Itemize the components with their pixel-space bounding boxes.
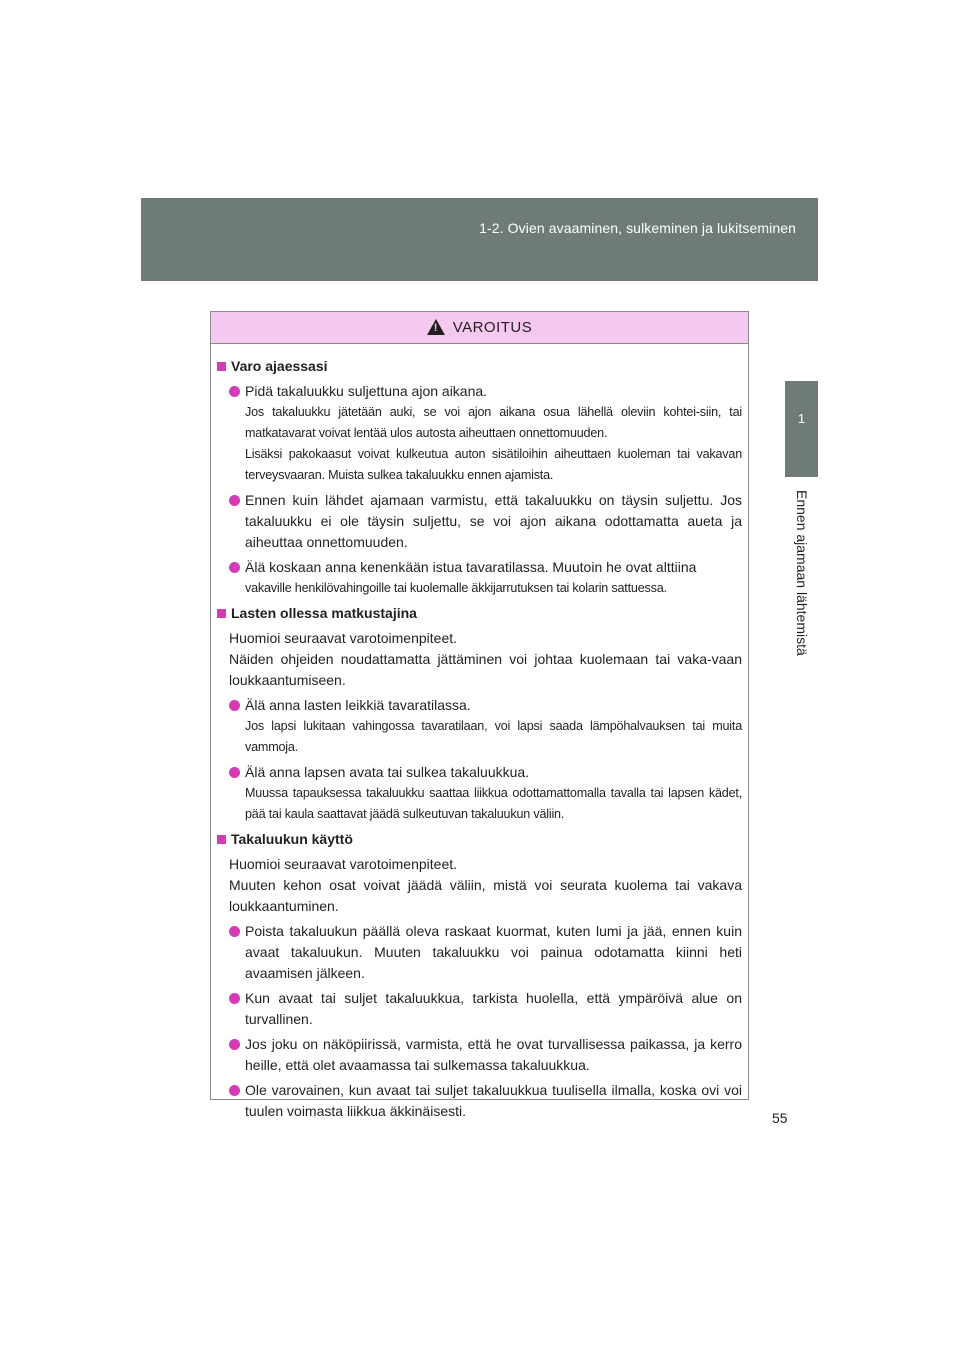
- section-title: Takaluukun käyttö: [217, 829, 742, 850]
- section-intro: Huomioi seuraavat varotoimenpiteet. Näiden ohjeiden noudattamatta jättäminen voi johtaa kuolemaan tai vaka-vaan loukkaantumiseen.: [229, 630, 742, 688]
- warning-content: [211, 344, 748, 1122]
- circle-bullet-icon: [229, 700, 240, 711]
- section-title: Lasten ollessa matkustajina: [217, 603, 742, 624]
- circle-bullet-icon: [229, 562, 240, 573]
- chapter-side-label-wrap: [789, 490, 815, 656]
- section-intro: Huomioi seuraavat varotoimenpiteet. Muuten kehon osat voivat jäädä väliin, mistä voi seurata kuolema tai vakava loukkaantuminen.: [229, 856, 742, 914]
- square-bullet-icon: [217, 609, 226, 618]
- chapter-title: 1-2. Ovien avaaminen, sulkeminen ja lukitseminen: [479, 220, 796, 236]
- chapter-tab: [785, 381, 818, 477]
- list-item: Poista takaluukun päällä oleva raskaat kuormat, kuten lumi ja jää, ennen kuin avaat takaluukun. Muuten takaluukku voi painua odotamatta kiinni heti avaamisen jälkeen.: [217, 921, 742, 984]
- warning-box: [210, 311, 749, 1119]
- circle-bullet-icon: [229, 1085, 240, 1096]
- list-item: Pidä takaluukku suljettuna ajon aikana. Jos takaluukku jätetään auki, se voi ajon aikana osua lähellä oleviin kohtei-siin, tai matkatavarat voivat lentää ulos autosta aiheuttaen onnettomuuden. Lisäksi pakokaasut voivat kulkeutua auton sisätiloihin aiheuttaen kuoleman tai vakavan terveysvaaran. Muista sulkea takaluukku ennen ajamista.: [217, 381, 742, 486]
- warning-title: VAROITUS: [452, 319, 533, 336]
- page-number: 55: [772, 1110, 788, 1126]
- chapter-side-label: Ennen ajamaan lähtemistä: [794, 490, 810, 656]
- circle-bullet-icon: [229, 386, 240, 397]
- list-item: Älä anna lapsen avata tai sulkea takaluukkua. Muussa tapauksessa takaluukku saattaa liikkua odottamattomalla tavalla tai lapsen kädet, pää tai kaula saattavat jäädä sulkeutuvan takaluukun väliin.: [217, 762, 742, 825]
- chapter-header-band: [141, 198, 818, 281]
- circle-bullet-icon: [229, 926, 240, 937]
- list-item: Ennen kuin lähdet ajamaan varmistu, että takaluukku on täysin suljettu. Jos takaluukku ei ole täysin suljettu, se voi ajon aikana odottamatta aueta ja aiheuttaa onnettomuuden.: [217, 490, 742, 553]
- circle-bullet-icon: [229, 993, 240, 1004]
- warning-header: [211, 312, 748, 344]
- square-bullet-icon: [217, 835, 226, 844]
- list-item: Kun avaat tai suljet takaluukkua, tarkista huolella, että ympäröivä alue on turvallinen.: [217, 988, 742, 1030]
- circle-bullet-icon: [229, 495, 240, 506]
- list-item: Älä anna lasten leikkiä tavaratilassa. Jos lapsi lukitaan vahingossa tavaratilaan, voi lapsi saada lämpöhalvauksen tai muita vammoja.: [217, 695, 742, 758]
- circle-bullet-icon: [229, 767, 240, 778]
- circle-bullet-icon: [229, 1039, 240, 1050]
- square-bullet-icon: [217, 362, 226, 371]
- chapter-tab-number: 1: [797, 411, 806, 426]
- list-item: Ole varovainen, kun avaat tai suljet takaluukkua tuulisella ilmalla, koska ovi voi tuulen voimasta liikkua äkkinäisesti.: [217, 1080, 742, 1122]
- warning-triangle-icon: !: [427, 319, 445, 335]
- section-title: Varo ajaessasi: [217, 356, 742, 377]
- list-item: Jos joku on näköpiirissä, varmista, että he ovat turvallisessa paikassa, ja kerro heille, että olet avaamassa tai sulkemassa takaluukkua.: [217, 1034, 742, 1076]
- list-item: Älä koskaan anna kenenkään istua tavaratilassa. Muutoin he ovat alttiina vakaville henkilövahingoille tai kuolemalle äkkijarrutuksen tai kolarin sattuessa.: [217, 557, 742, 599]
